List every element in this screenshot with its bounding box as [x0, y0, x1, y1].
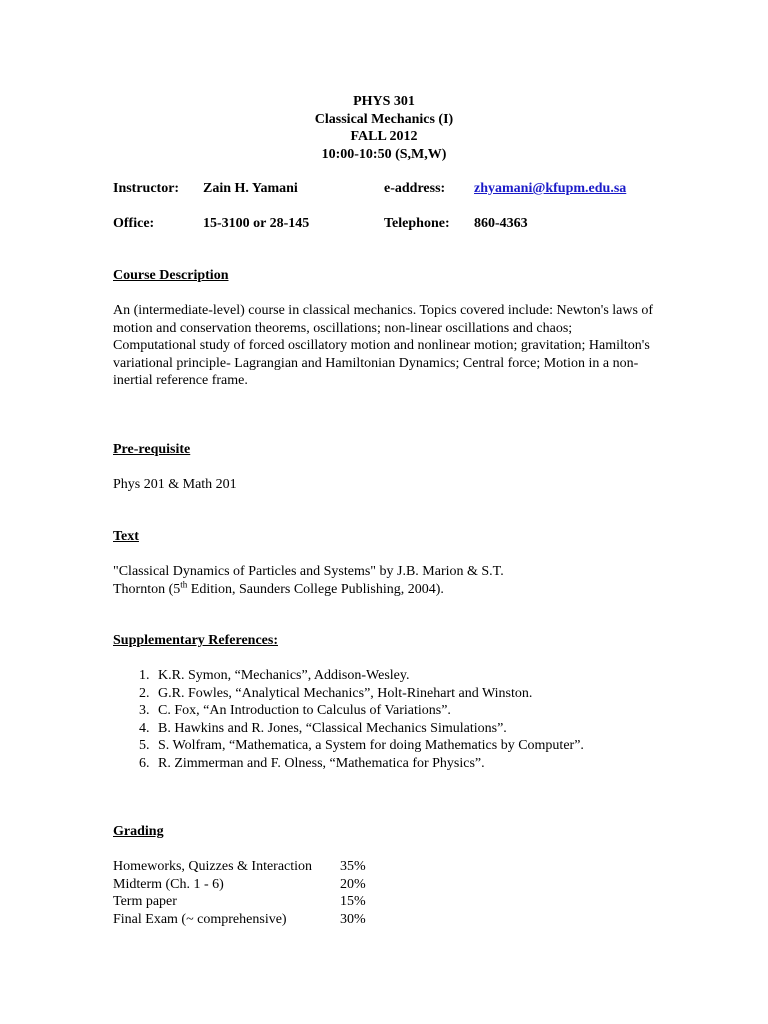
- grading-item: Homeworks, Quizzes & Interaction: [113, 859, 313, 874]
- email-label: e-address:: [384, 181, 446, 196]
- course-description-body: An (intermediate-level) course in classical mechanics. Topics covered include: Newton's laws of motion and conservation theorems, oscillations; non-linear oscillations and chaos; Computational study of forced oscillatory motion and nonlinear motion; gravitation; Hamilton's variational principle- Lagrangian and Hamiltonian Dynamics; Central force; Motion in a non-inertial reference frame.: [113, 303, 654, 389]
- list-item-number: 5.: [139, 738, 150, 753]
- textbook-edition-sup: th: [180, 578, 188, 589]
- list-item: [113, 755, 633, 773]
- grading-table: [113, 858, 393, 928]
- course-code: PHYS 301: [353, 94, 415, 109]
- grading-item: Midterm (Ch. 1 - 6): [113, 876, 224, 892]
- prerequisite-heading: Pre-requisite: [113, 442, 191, 457]
- grading-item: Final Exam (~ comprehensive): [113, 911, 287, 927]
- list-item: [113, 685, 633, 703]
- list-item-number: 2.: [139, 685, 150, 701]
- grading-percent: 15%: [340, 894, 366, 909]
- table-row: [113, 876, 393, 894]
- references-list: [113, 667, 633, 772]
- textbook-citation: [113, 563, 658, 598]
- phone-value: 860-4363: [474, 216, 528, 231]
- phone-label: Telephone:: [384, 216, 450, 231]
- list-item-number: 4.: [139, 720, 150, 736]
- list-item: [113, 737, 633, 755]
- list-item-text: R. Zimmerman and F. Olness, “Mathematica for Physics”.: [158, 755, 485, 771]
- textbook-line-1: "Classical Dynamics of Particles and Systems" by J.B. Marion & S.T.: [113, 564, 504, 579]
- textbook-line-2: [113, 578, 658, 599]
- email-link[interactable]: zhyamani@kfupm.edu.sa: [474, 181, 627, 196]
- grading-percent: 35%: [340, 859, 366, 874]
- list-item-number: 3.: [139, 703, 150, 718]
- table-row: [113, 858, 393, 876]
- list-item-text: K.R. Symon, “Mechanics”, Addison-Wesley.: [158, 668, 410, 683]
- table-row: [113, 911, 393, 929]
- office-label: Office:: [113, 216, 155, 231]
- grading-percent: 20%: [340, 876, 366, 892]
- course-description-heading: Course Description: [113, 268, 229, 283]
- course-schedule: 10:00-10:50 (S,M,W): [321, 146, 447, 162]
- list-item: [113, 720, 633, 738]
- prerequisite-body: Phys 201 & Math 201: [113, 477, 237, 492]
- course-term: FALL 2012: [350, 129, 418, 144]
- grading-heading: Grading: [113, 824, 164, 839]
- list-item: [113, 667, 633, 685]
- office-value: 15-3100 or 28-145: [203, 216, 310, 231]
- textbook-publisher: Edition, Saunders College Publishing, 2004).: [187, 581, 444, 597]
- list-item-number: 6.: [139, 755, 150, 771]
- textbook-edition-prefix: Thornton (5: [113, 581, 181, 597]
- course-title: Classical Mechanics (I): [314, 111, 454, 127]
- list-item-text: C. Fox, “An Introduction to Calculus of Variations”.: [158, 703, 451, 718]
- instructor-name: Zain H. Yamani: [203, 181, 298, 196]
- list-item-text: S. Wolfram, “Mathematica, a System for doing Mathematics by Computer”.: [158, 738, 584, 753]
- list-item-text: B. Hawkins and R. Jones, “Classical Mechanics Simulations”.: [158, 720, 507, 736]
- instructor-label: Instructor:: [113, 181, 180, 196]
- list-item-number: 1.: [139, 668, 150, 683]
- grading-percent: 30%: [340, 911, 366, 927]
- table-row: [113, 893, 393, 911]
- references-heading: Supplementary References:: [113, 633, 278, 648]
- text-heading: Text: [113, 529, 139, 544]
- list-item-text: G.R. Fowles, “Analytical Mechanics”, Holt-Rinehart and Winston.: [158, 685, 533, 701]
- course-header: [0, 93, 768, 163]
- list-item: [113, 702, 633, 720]
- grading-item: Term paper: [113, 894, 177, 909]
